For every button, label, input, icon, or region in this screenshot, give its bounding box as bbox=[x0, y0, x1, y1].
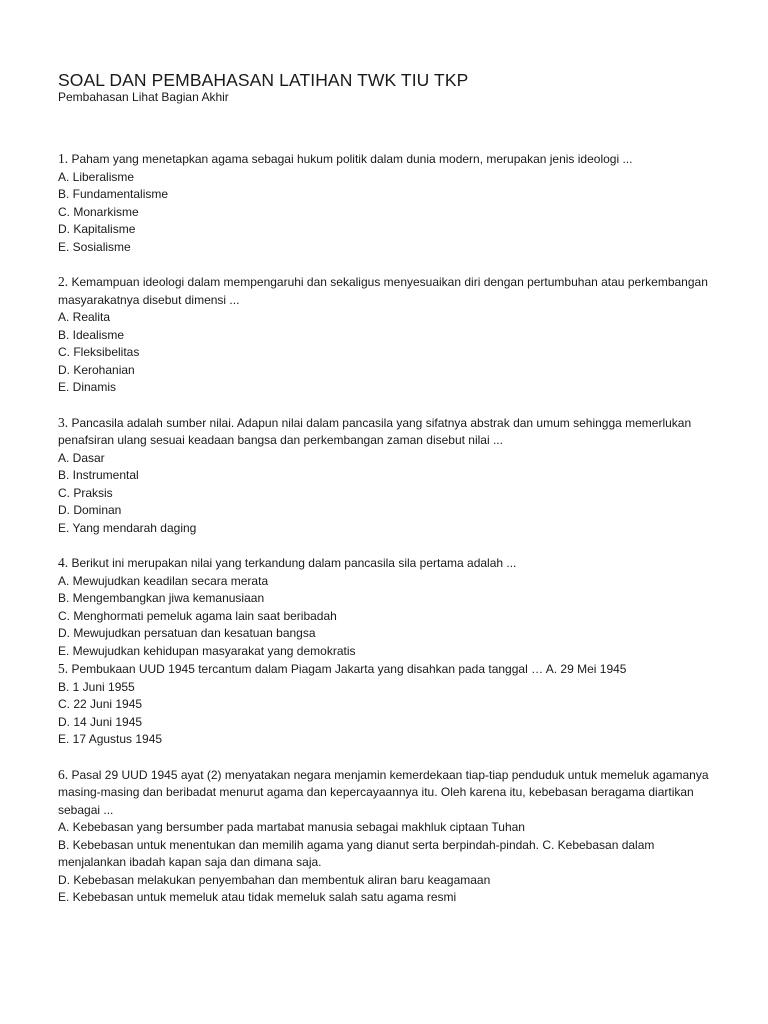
question-number: 6. bbox=[58, 766, 69, 782]
question-number: 2. bbox=[58, 274, 69, 289]
question-6 bbox=[58, 766, 718, 907]
option-a: A. Realita bbox=[58, 310, 111, 324]
document-page bbox=[58, 70, 718, 924]
option-c: C. Fleksibelitas bbox=[58, 345, 140, 359]
question-text bbox=[58, 660, 718, 679]
option-c: C. Praksis bbox=[58, 485, 113, 500]
option-b-c: B. Kebebasan untuk menentukan dan memilih agama yang dianut serta berpindah-pindah. C. Kebebasan dalam menjalankan ibadah kapan saja dan dimana saja. bbox=[58, 837, 655, 869]
question-text bbox=[58, 414, 718, 450]
question-text bbox=[58, 150, 718, 169]
option-c: C. Menghormati pemeluk agama lain saat beribadah bbox=[58, 608, 337, 623]
option-c: C. Monarkisme bbox=[58, 204, 139, 219]
question-body: Paham yang menetapkan agama sebagai hukum politik dalam dunia modern, merupakan jenis ideologi ... bbox=[68, 152, 633, 166]
question-text bbox=[58, 766, 718, 820]
document-title: SOAL DAN PEMBAHASAN LATIHAN TWK TIU TKP bbox=[58, 70, 469, 90]
option-b: B. Instrumental bbox=[58, 468, 139, 482]
question-body: Pembukaan UUD 1945 tercantum dalam Piagam Jakarta yang disahkan pada tanggal … A. 29 Mei 1945 bbox=[68, 662, 627, 676]
option-e: E. 17 Agustus 1945 bbox=[58, 732, 163, 746]
question-5 bbox=[58, 660, 718, 749]
question-text bbox=[58, 554, 718, 573]
option-a: A. Mewujudkan keadilan secara merata bbox=[58, 573, 269, 588]
question-body: Berikut ini merupakan nilai yang terkandung dalam pancasila sila pertama adalah ... bbox=[68, 556, 517, 570]
question-4 bbox=[58, 554, 718, 660]
question-number: 5. bbox=[58, 661, 69, 676]
option-d: D. Kerohanian bbox=[58, 362, 135, 377]
option-e: E. Dinamis bbox=[58, 380, 117, 394]
option-d: D. Kapitalisme bbox=[58, 222, 136, 236]
option-d: D. 14 Juni 1945 bbox=[58, 714, 143, 729]
option-a: A. Liberalisme bbox=[58, 169, 135, 184]
question-2 bbox=[58, 273, 718, 397]
option-e: E. Yang mendarah daging bbox=[58, 520, 197, 535]
option-b: B. Fundamentalisme bbox=[58, 187, 169, 201]
question-number: 4. bbox=[58, 555, 69, 570]
option-c: C. 22 Juni 1945 bbox=[58, 697, 143, 711]
question-text bbox=[58, 273, 718, 309]
question-number: 3. bbox=[58, 414, 69, 430]
option-d: D. Kebebasan melakukan penyembahan dan membentuk aliran baru keagamaan bbox=[58, 872, 491, 887]
option-b: B. 1 Juni 1955 bbox=[58, 679, 135, 694]
document-subtitle: Pembahasan Lihat Bagian Akhir bbox=[58, 90, 229, 104]
question-number: 1. bbox=[58, 151, 69, 166]
question-body: Pasal 29 UUD 1945 ayat (2) menyatakan negara menjamin kemerdekaan tiap-tiap penduduk untuk memeluk agamanya masing-masing dan beribadat menurut agama dan kepercayaannya itu. Oleh karena itu, kebebasan beragama diartikan sebagai ... bbox=[58, 767, 709, 817]
option-e: E. Sosialisme bbox=[58, 239, 131, 254]
option-e: E. Mewujudkan kehidupan masyarakat yang demokratis bbox=[58, 643, 356, 658]
option-a: A. Kebebasan yang bersumber pada martabat manusia sebagai makhluk ciptaan Tuhan bbox=[58, 820, 525, 834]
option-a: A. Dasar bbox=[58, 450, 105, 465]
question-body: Pancasila adalah sumber nilai. Adapun nilai dalam pancasila yang sifatnya abstrak dan umum sehingga memerlukan penafsiran ulang sesuai keadaan bangsa dan perkembangan zaman disebut nilai ... bbox=[58, 415, 692, 447]
option-b: B. Mengembangkan jiwa kemanusiaan bbox=[58, 591, 265, 605]
question-1 bbox=[58, 150, 718, 256]
option-d: D. Dominan bbox=[58, 503, 122, 517]
question-3 bbox=[58, 414, 718, 538]
question-body: Kemampuan ideologi dalam mempengaruhi dan sekaligus menyesuaikan diri dengan pertumbuhan atau perkembangan masyarakatnya disebut dimensi ... bbox=[58, 275, 708, 307]
option-d: D. Mewujudkan persatuan dan kesatuan bangsa bbox=[58, 626, 316, 640]
option-b: B. Idealisme bbox=[58, 327, 125, 342]
option-e: E. Kebebasan untuk memeluk atau tidak memeluk salah satu agama resmi bbox=[58, 890, 457, 904]
